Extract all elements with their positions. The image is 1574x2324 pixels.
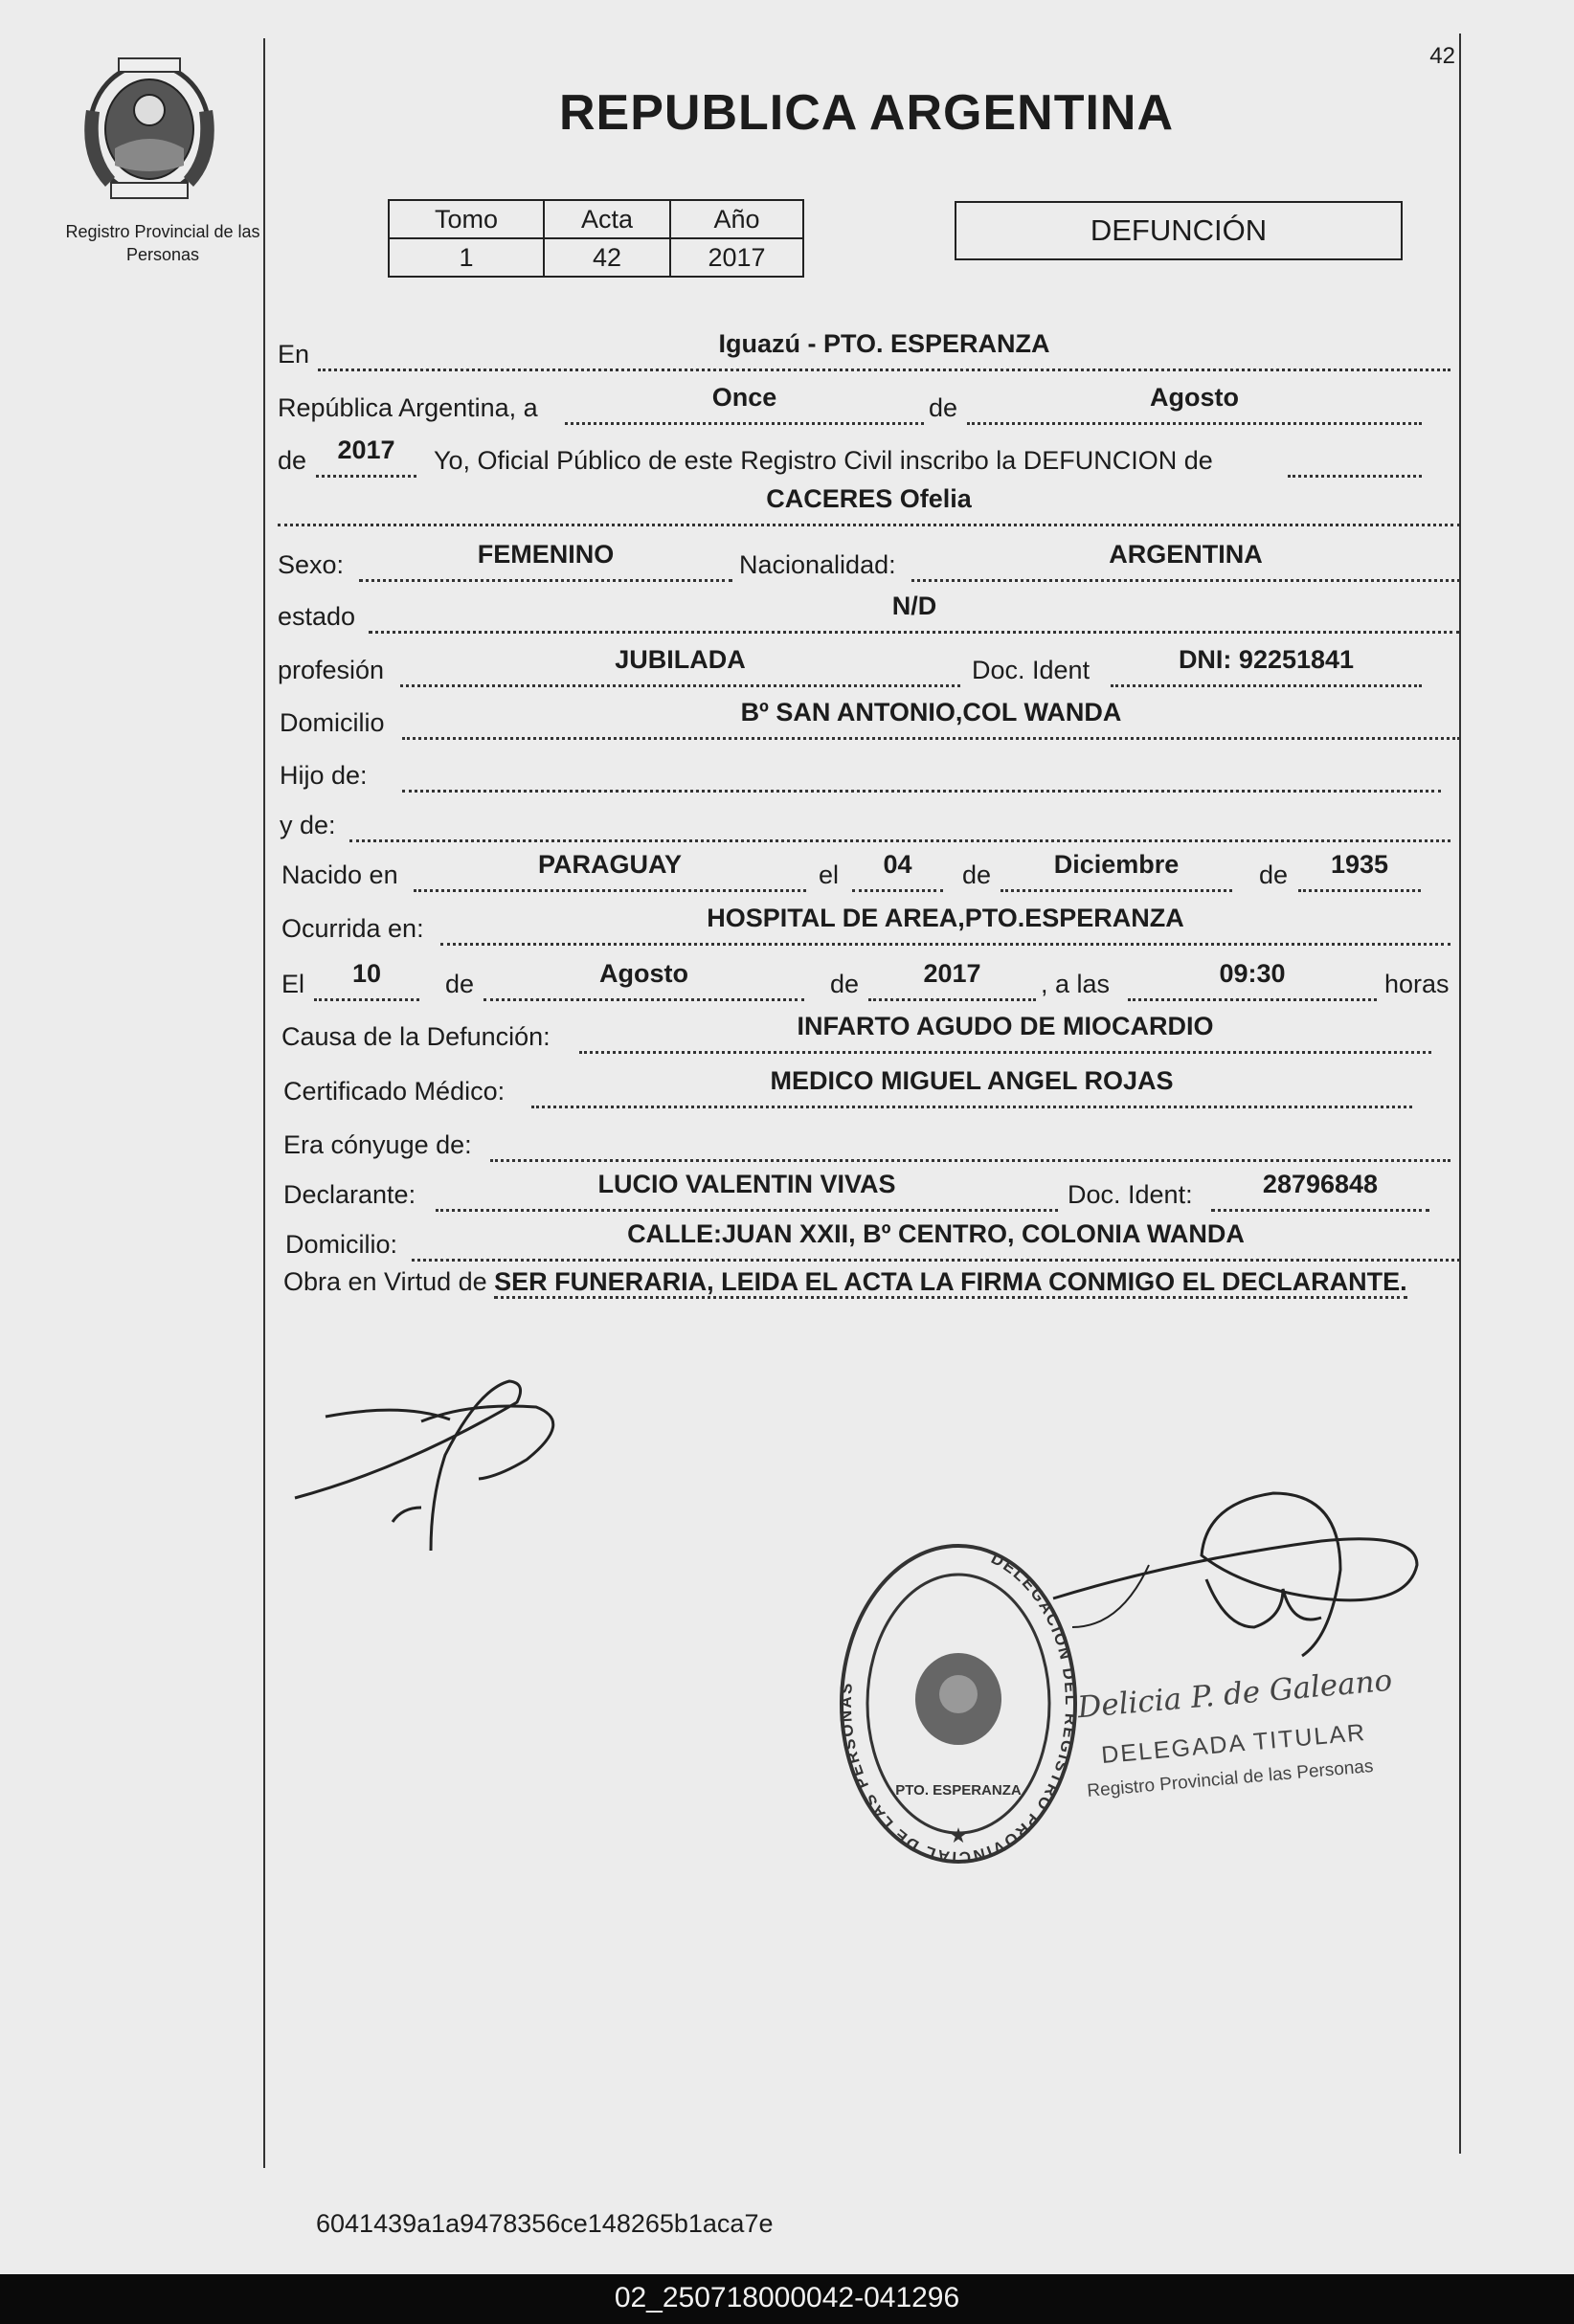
field-domicilio-declarante <box>412 1215 1460 1262</box>
value-domicilio-declarante: CALLE:JUAN XXII, Bº CENTRO, COLONIA WANDA <box>627 1219 1245 1248</box>
value-estado: N/D <box>891 592 937 620</box>
label-y-de: y de: <box>280 811 336 839</box>
registry-label: Registro Provincial de las Personas <box>65 222 260 264</box>
page-title: REPUBLICA ARGENTINA <box>558 85 1175 141</box>
field-declarante <box>436 1165 1058 1212</box>
svg-text:DELEGACION DEL REGISTRO PROVIN: DELEGACION DEL REGISTRO PROVINCIAL DE LAS PERSONAS <box>836 1549 1081 1867</box>
label-en: En <box>278 340 310 369</box>
value-certificado: MEDICO MIGUEL ANGEL ROJAS <box>770 1066 1174 1095</box>
misiones-seal-logo <box>77 53 222 206</box>
value-nac-anio: 1935 <box>1330 850 1389 879</box>
field-domicilio <box>402 693 1460 740</box>
value-declarante: LUCIO VALENTIN VIVAS <box>597 1170 896 1198</box>
label-conyuge: Era cónyuge de: <box>283 1130 472 1159</box>
field-y-de <box>349 795 1450 842</box>
field-def-anio <box>868 954 1036 1001</box>
row-y-de <box>278 796 1470 842</box>
row-fecha-defuncion <box>278 955 1470 1001</box>
label-estado: estado <box>278 602 356 631</box>
svg-text:★: ★ <box>949 1824 968 1848</box>
label-doc-ident: Doc. Ident <box>972 656 1091 684</box>
document-hash: 6041439a1a9478356ce148265b1aca7e <box>316 2209 774 2238</box>
left-margin-line <box>263 38 265 2168</box>
label-de-def-mes: de <box>445 970 475 998</box>
label-republica: República Argentina, a <box>278 393 538 422</box>
official-role: DELEGADA TITULAR <box>1100 1718 1368 1770</box>
label-de-def-anio: de <box>830 970 860 998</box>
acta-value: 42 <box>544 238 670 277</box>
field-nac-anio <box>1298 845 1421 892</box>
label-de-anio: de <box>278 446 307 475</box>
obra-en-virtud <box>283 1262 1471 1302</box>
value-lugar: Iguazú - PTO. ESPERANZA <box>718 329 1050 358</box>
label-el: el <box>819 860 840 889</box>
row-domicilio-declarante <box>278 1216 1470 1262</box>
value-sexo: FEMENINO <box>477 540 615 569</box>
label-de-nac-mes: de <box>962 860 992 889</box>
label-domicilio-declarante: Domicilio: <box>285 1230 398 1259</box>
tomo-value: 1 <box>389 238 544 277</box>
row-fecha <box>278 379 1470 425</box>
official-org: Registro Provincial de las Personas <box>1086 1755 1375 1802</box>
page-number: 42 <box>1429 43 1455 69</box>
field-nac-dia <box>852 845 943 892</box>
field-sexo <box>359 535 732 582</box>
row-certificado <box>278 1062 1470 1108</box>
value-profesion: JUBILADA <box>615 645 746 674</box>
value-def-anio: 2017 <box>923 959 981 988</box>
value-domicilio: Bº SAN ANTONIO,COL WANDA <box>740 698 1122 726</box>
label-doc-ident-declarante: Doc. Ident: <box>1068 1180 1193 1209</box>
field-anio <box>316 431 416 478</box>
row-causa <box>278 1008 1470 1054</box>
field-nac-mes <box>1001 845 1232 892</box>
row-conyuge <box>278 1116 1470 1162</box>
field-causa <box>579 1007 1431 1054</box>
field-mes <box>967 378 1422 425</box>
field-def-dia <box>314 954 419 1001</box>
field-lugar <box>318 324 1450 371</box>
field-doc-ident <box>1111 640 1422 687</box>
tomo-header: Tomo <box>389 200 544 238</box>
value-causa: INFARTO AGUDO DE MIOCARDIO <box>797 1012 1214 1040</box>
field-yo-trail <box>1288 431 1422 478</box>
value-anio: 2017 <box>337 436 395 464</box>
label-yo: Yo, Oficial Público de este Registro Civil inscribo la DEFUNCION de <box>434 446 1213 475</box>
label-profesion: profesión <box>278 656 385 684</box>
value-ocurrida-en: HOSPITAL DE AREA,PTO.ESPERANZA <box>707 904 1184 932</box>
row-hijo-de <box>278 747 1470 793</box>
acta-table <box>388 199 804 278</box>
value-nacido-en: PARAGUAY <box>537 850 683 879</box>
label-a-las: , a las <box>1041 970 1111 998</box>
label-declarante: Declarante: <box>283 1180 416 1209</box>
record-type-box: DEFUNCIÓN <box>955 201 1403 260</box>
row-estado <box>278 588 1470 634</box>
value-obra: SER FUNERARIA, LEIDA EL ACTA LA FIRMA CONMIGO EL DECLARANTE. <box>494 1267 1407 1299</box>
field-ocurrida-en <box>440 899 1450 946</box>
value-nac-mes: Diciembre <box>1053 850 1180 879</box>
anio-value: 2017 <box>670 238 803 277</box>
field-def-hora <box>1128 954 1377 1001</box>
value-nombre: CACERES Ofelia <box>766 484 972 513</box>
field-nombre <box>278 480 1460 526</box>
label-domicilio: Domicilio <box>280 708 385 737</box>
label-hijo-de: Hijo de: <box>280 761 368 790</box>
svg-text:PTO. ESPERANZA: PTO. ESPERANZA <box>895 1782 1022 1799</box>
row-sexo <box>278 536 1470 582</box>
declarant-signature <box>287 1364 565 1555</box>
row-lugar <box>278 325 1470 371</box>
official-name: Delicia P. de Galeano <box>1076 1663 1394 1726</box>
label-de-nac-anio: de <box>1259 860 1289 889</box>
value-nac-dia: 04 <box>883 850 912 879</box>
label-certificado: Certificado Médico: <box>283 1077 506 1106</box>
field-declarante-doc <box>1211 1165 1429 1212</box>
row-domicilio <box>278 694 1470 740</box>
value-mes: Agosto <box>1150 383 1239 412</box>
label-causa: Causa de la Defunción: <box>281 1022 551 1051</box>
field-hijo-de <box>402 746 1441 793</box>
field-nacido-en <box>414 845 806 892</box>
label-obra: Obra en Virtud de <box>283 1267 487 1296</box>
label-nacido-en: Nacido en <box>281 860 398 889</box>
row-ocurrida <box>278 900 1470 946</box>
field-nacionalidad <box>911 535 1460 582</box>
value-nacionalidad: ARGENTINA <box>1109 540 1263 569</box>
value-def-dia: 10 <box>351 959 382 988</box>
row-nombre <box>278 480 1470 526</box>
value-declarante-doc: 28796848 <box>1262 1170 1379 1198</box>
row-nacido <box>278 846 1470 892</box>
field-estado <box>369 587 1460 634</box>
label-el-cap: El <box>281 970 305 998</box>
value-def-hora: 09:30 <box>1219 959 1286 988</box>
row-anio <box>278 432 1470 478</box>
field-conyuge <box>490 1115 1450 1162</box>
label-de: de <box>929 393 958 422</box>
value-doc-ident: DNI: 92251841 <box>1178 645 1355 674</box>
anio-header: Año <box>670 200 803 238</box>
footer-id: 02_250718000042-041296 <box>614 2282 960 2313</box>
field-def-mes <box>483 954 804 1001</box>
field-dia <box>565 378 924 425</box>
row-profesion <box>278 641 1470 687</box>
label-ocurrida-en: Ocurrida en: <box>281 914 424 943</box>
row-declarante <box>278 1166 1470 1212</box>
field-profesion <box>400 640 960 687</box>
acta-header: Acta <box>544 200 670 238</box>
label-nacionalidad: Nacionalidad: <box>739 550 896 579</box>
field-certificado <box>531 1061 1412 1108</box>
value-def-mes: Agosto <box>599 959 688 988</box>
label-horas: horas <box>1384 970 1450 998</box>
value-dia: Once <box>711 383 777 412</box>
label-sexo: Sexo: <box>278 550 345 579</box>
